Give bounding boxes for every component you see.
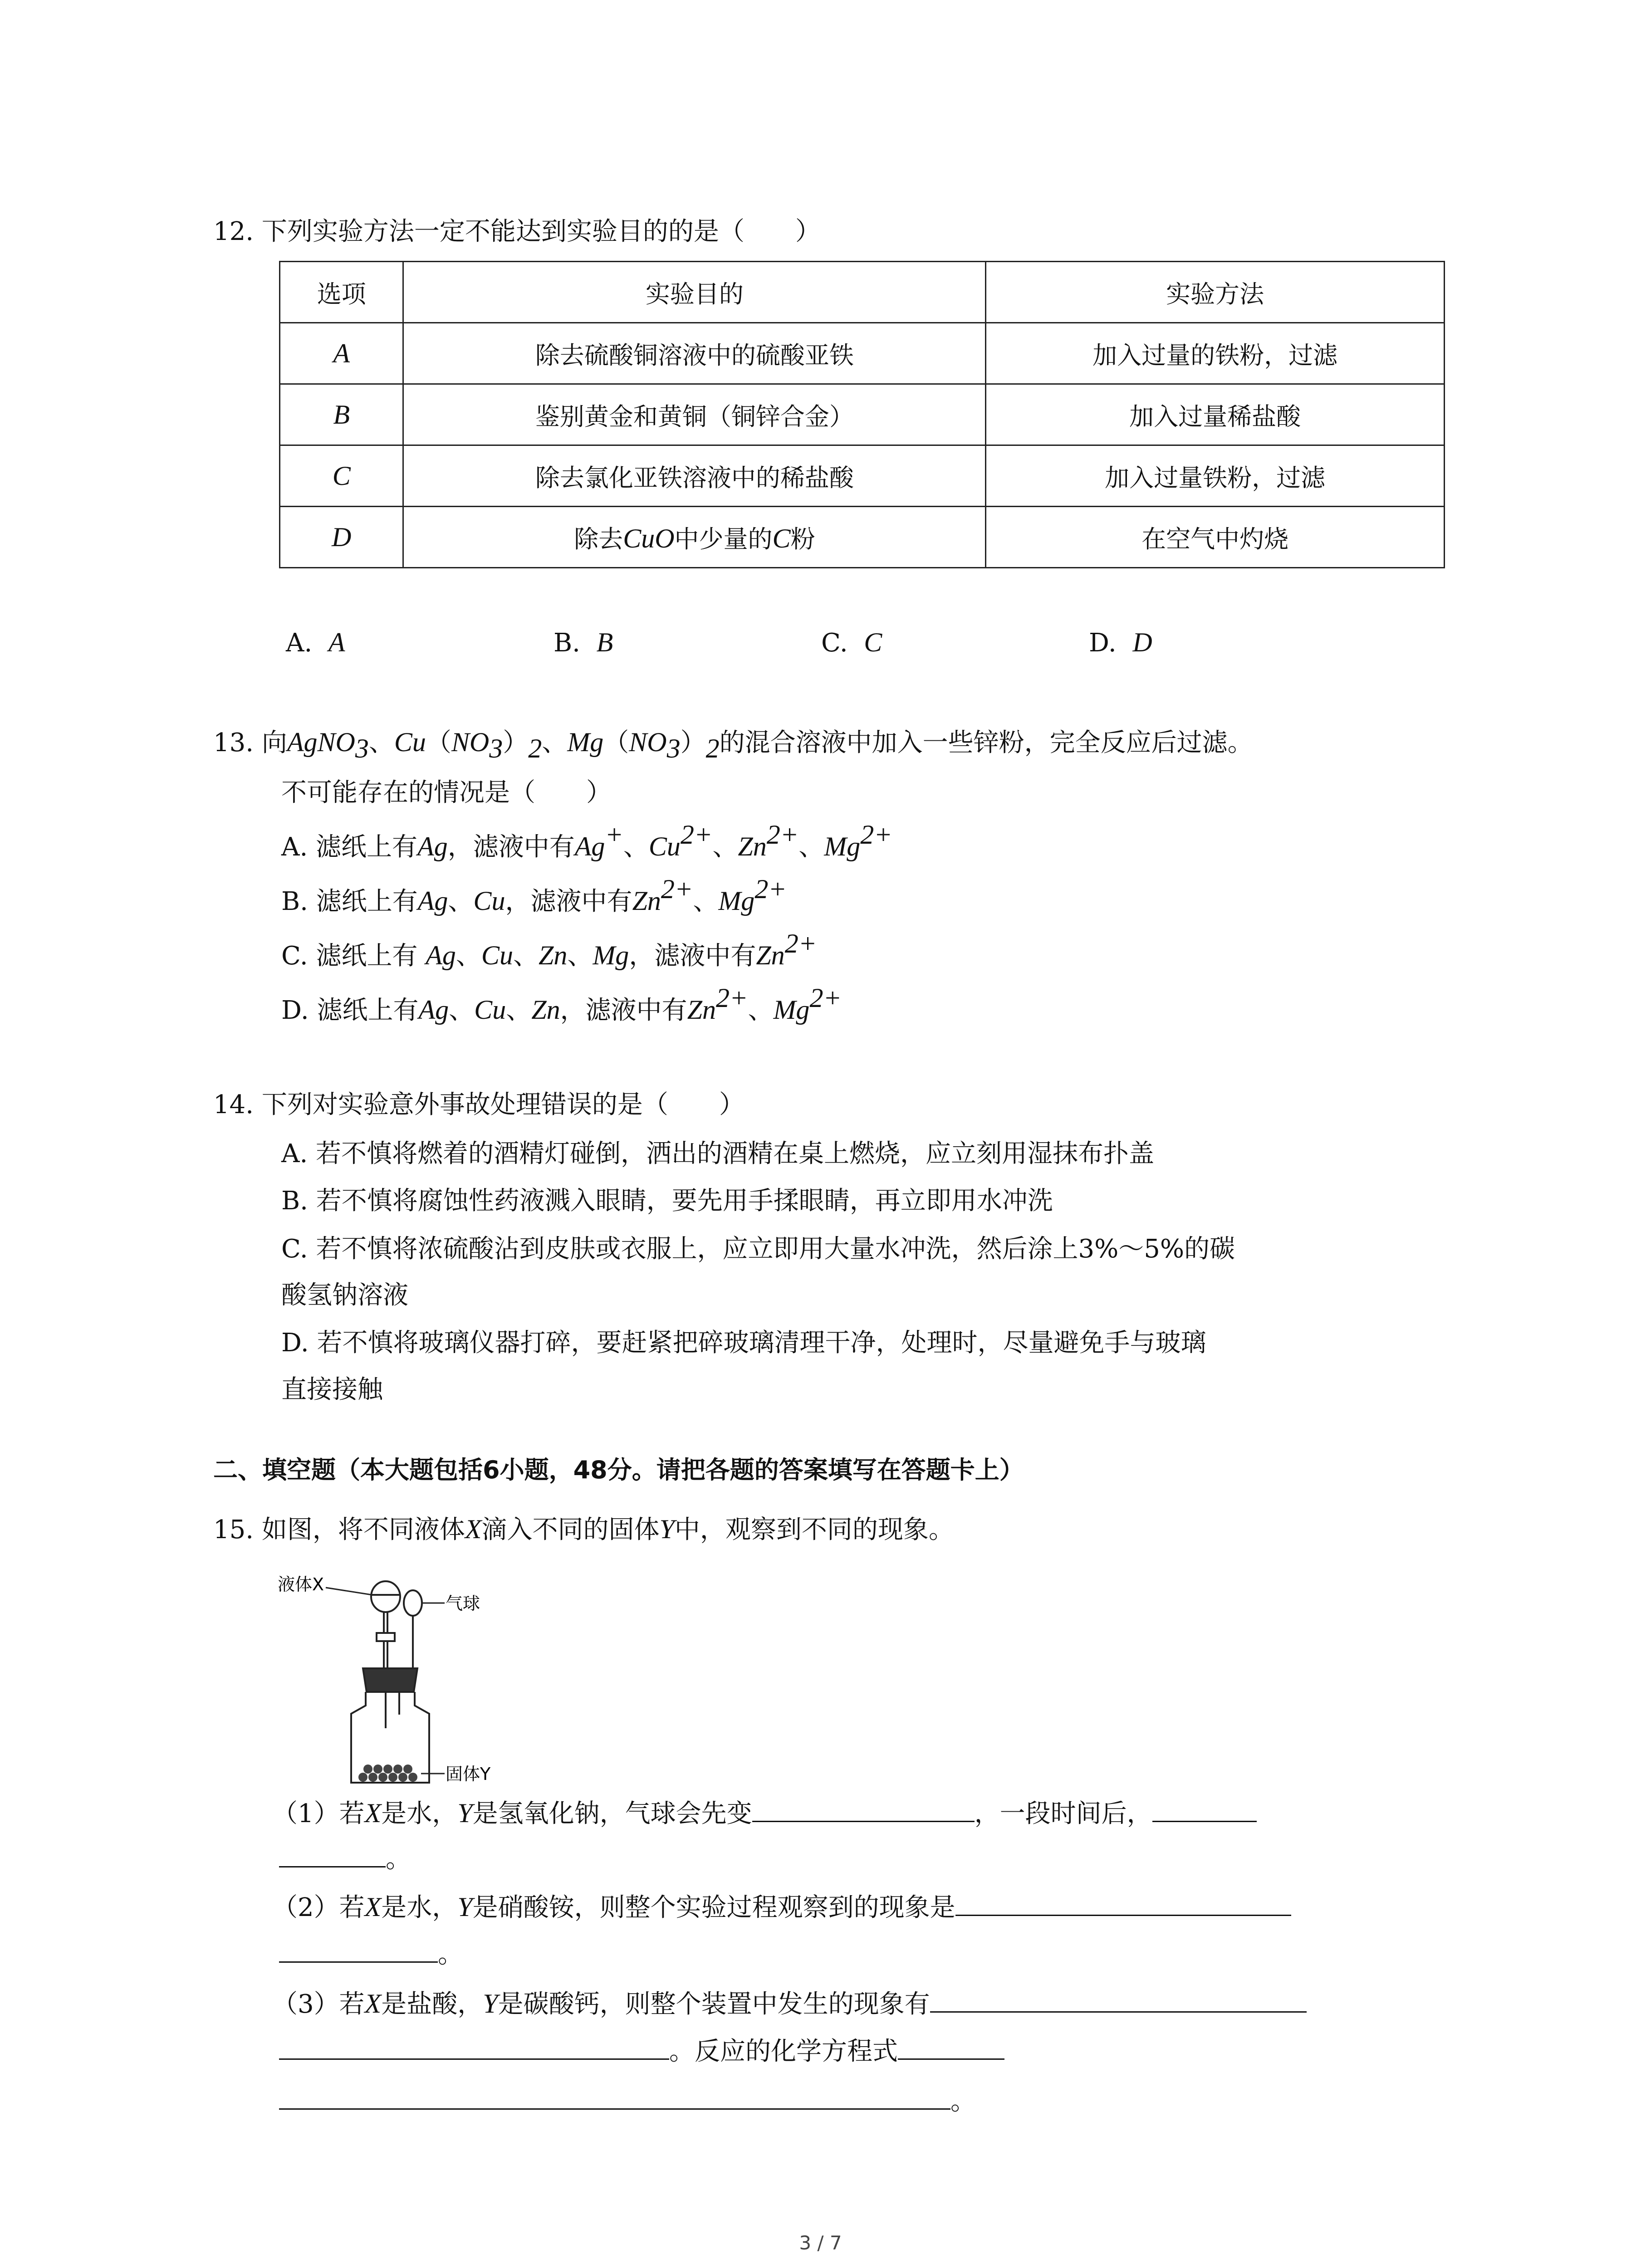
table-cell-option: B xyxy=(280,384,403,445)
q14-stem: 14. 下列对实验意外事故处理错误的是（ ） xyxy=(213,1090,745,1119)
q15-stem: 15. 如图，将不同液体X滴入不同的固体Y中，观察到不同的现象。 xyxy=(213,1514,954,1545)
table-cell-method: 加入过量的铁粉，过滤 xyxy=(986,323,1445,384)
answer-blank[interactable] xyxy=(279,2033,669,2060)
q13-stem: 13. 向AgNO$_3$、$Cu(NO_3)_2$、$Mg(NO_3)_2$的混合溶液中加入一些锌粉，完全反应后过滤。 xyxy=(213,727,1253,763)
q14-choice-b[interactable]: B. 若不慎将腐蚀性药液溅入眼睛，要先用手揉眼睛，再立即用水冲洗 xyxy=(281,1186,1053,1216)
q12-stem: 12. 下列实验方法一定不能达到实验目的的是（ ） xyxy=(213,217,821,246)
table-cell-method: 加入过量稀盐酸 xyxy=(986,384,1445,445)
table-cell-method: 在空气中灼烧 xyxy=(986,507,1445,568)
q15-part3: （3）若X是盐酸，Y是碳酸钙，则整个装置中发生的现象有 xyxy=(272,1986,1307,2021)
q13-choice-c[interactable]: C. 滤纸上有 Ag、Cu、Zn、Mg，滤液中有$Zn^{2+}$ xyxy=(281,929,817,971)
table-cell-option: D xyxy=(280,507,403,568)
q12-choice-d[interactable]: D. D xyxy=(1089,627,1152,658)
apparatus-illustration xyxy=(277,1569,495,1787)
table-header-cell: 实验方法 xyxy=(986,262,1445,323)
q14-choice-a[interactable]: A. 若不慎将燃着的酒精灯碰倒，洒出的酒精在桌上燃烧，应立刻用湿抹布扑盖 xyxy=(281,1139,1155,1168)
figure-label-solid: 固体Y xyxy=(446,1764,491,1784)
table-cell-purpose: 除去CuO中少量的C粉 xyxy=(403,507,986,568)
apparatus-figure xyxy=(277,1569,495,1787)
q13-choice-d[interactable]: D. 滤纸上有Ag、Cu、Zn，滤液中有$Zn^{2+}$、$Mg^{2+}$ xyxy=(281,983,842,1025)
q13-choice-a[interactable]: A. 滤纸上有Ag，滤液中有Ag+、$Cu^{2+}$、$Zn^{2+}$、$Mg^{2+}$ xyxy=(281,820,892,862)
figure-label-balloon: 气球 xyxy=(446,1593,480,1613)
q12-choice-b[interactable]: B. B xyxy=(554,627,613,658)
q14-choice-d-line2: 直接接触 xyxy=(281,1375,383,1404)
answer-blank[interactable] xyxy=(930,1986,1307,2013)
answer-blank[interactable] xyxy=(279,2083,950,2110)
q15-part3-line3: 。 xyxy=(279,2083,976,2118)
answer-blank[interactable] xyxy=(279,1841,386,1867)
q13-choice-b[interactable]: B. 滤纸上有Ag、Cu，滤液中有$Zn^{2+}$、$Mg^{2+}$ xyxy=(281,874,787,916)
q14-choice-c[interactable]: C. 若不慎将浓硫酸沾到皮肤或衣服上，应立即用大量水冲洗，然后涂上3%～5%的碳 xyxy=(281,1234,1235,1264)
q13-stem-line2: 不可能存在的情况是（ ） xyxy=(281,778,612,807)
q12-choice-c[interactable]: C. C xyxy=(821,627,882,658)
answer-blank[interactable] xyxy=(279,1936,438,1963)
answer-blank[interactable] xyxy=(955,1889,1291,1916)
table-cell-method: 加入过量铁粉，过滤 xyxy=(986,445,1445,507)
table-header-cell: 实验目的 xyxy=(403,262,986,323)
figure-label-liquid: 液体X xyxy=(278,1574,324,1594)
section-heading: 二、填空题（本大题包括6小题，48分。请把各题的答案填写在答题卡上） xyxy=(213,1456,1024,1484)
q12-table xyxy=(279,261,1445,568)
q14-choice-c-line2: 酸氢钠溶液 xyxy=(281,1281,408,1310)
table-row xyxy=(280,507,1445,568)
table-row xyxy=(280,445,1445,507)
answer-blank[interactable] xyxy=(898,2033,1004,2060)
table-row xyxy=(280,323,1445,384)
answer-blank[interactable] xyxy=(1152,1795,1257,1822)
table-cell-option: A xyxy=(280,323,403,384)
table-cell-purpose: 鉴别黄金和黄铜（铜锌合金） xyxy=(403,384,986,445)
table-row xyxy=(280,384,1445,445)
q15-part3-line2: 。反应的化学方程式 xyxy=(279,2033,1004,2068)
table-header-cell: 选项 xyxy=(280,262,403,323)
q14-choice-d[interactable]: D. 若不慎将玻璃仪器打碎，要赶紧把碎玻璃清理干净，处理时，尽量避免手与玻璃 xyxy=(281,1328,1206,1358)
q15-part2: （2）若X是水，Y是硝酸铵，则整个实验过程观察到的现象是 xyxy=(272,1889,1291,1924)
q12-choice-a[interactable]: A. A xyxy=(286,627,345,658)
table-header-row xyxy=(280,262,1445,323)
table-cell-purpose: 除去硫酸铜溶液中的硫酸亚铁 xyxy=(403,323,986,384)
table-cell-purpose: 除去氯化亚铁溶液中的稀盐酸 xyxy=(403,445,986,507)
q15-part1: （1）若X是水，Y是氢氧化钠，气球会先变 ，一段时间后， xyxy=(272,1795,1257,1830)
table-cell-option: C xyxy=(280,445,403,507)
q15-part2-line2: 。 xyxy=(279,1936,463,1971)
answer-blank[interactable] xyxy=(752,1795,975,1822)
q15-part1-line2: 。 xyxy=(279,1841,411,1876)
page-number: 3 / 7 xyxy=(799,2232,842,2254)
